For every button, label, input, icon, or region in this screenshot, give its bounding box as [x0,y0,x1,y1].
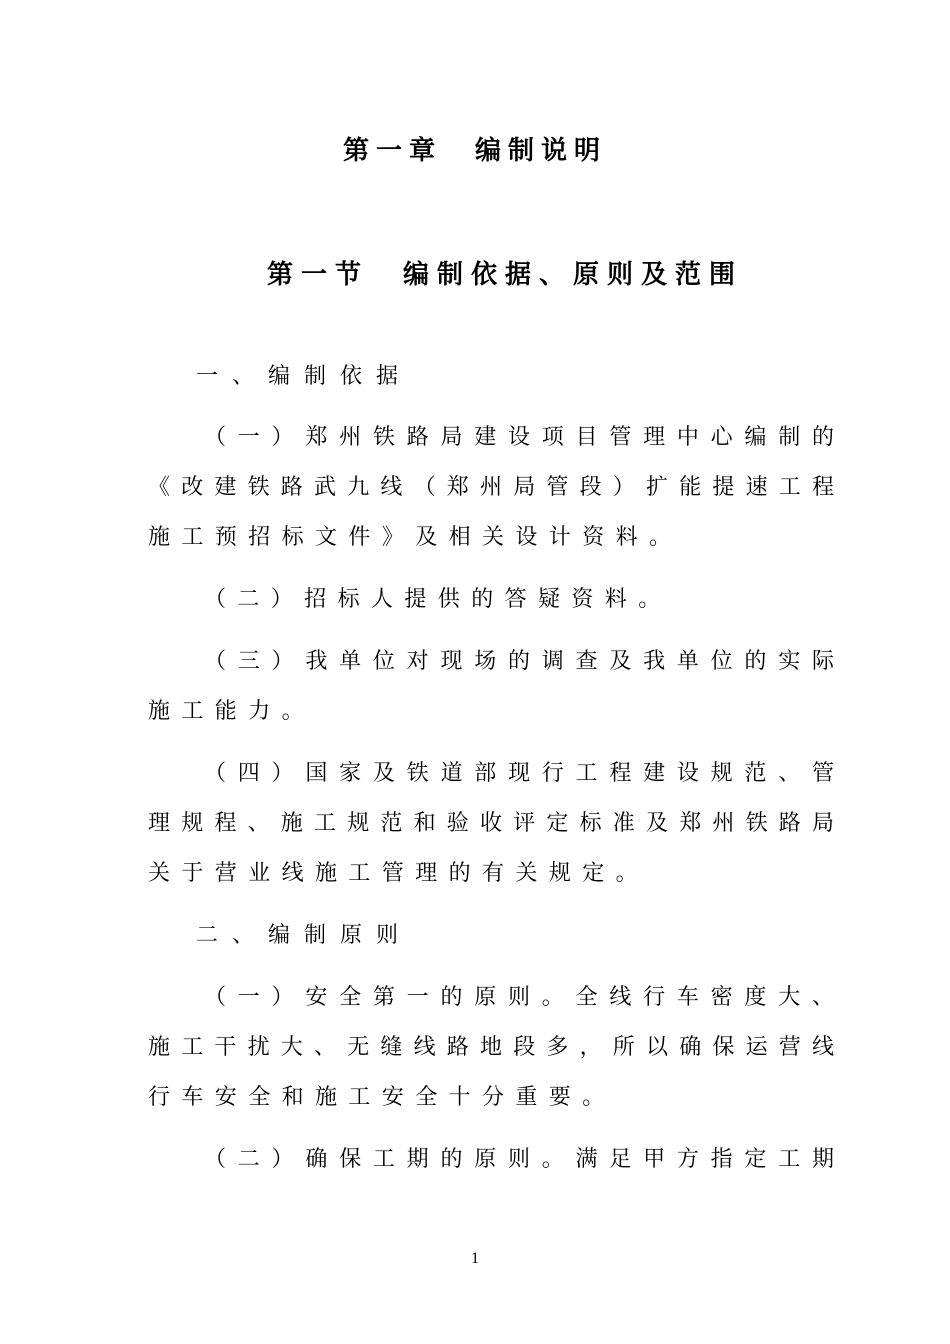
paragraph-line: （四）国家及铁道部现行工程建设规范、管 [204,761,834,786]
paragraph-line: 施工能力。 [148,699,316,724]
paragraph-line: 行车安全和施工安全十分重要。 [148,1085,616,1110]
section-heading-principles: 二、编制原则 [196,923,413,948]
paragraph-line: 关于营业线施工管理的有关规定。 [148,861,650,886]
section-heading-basis: 一、编制依据 [196,364,413,389]
paragraph-line: 理规程、施工规范和验收评定标准及郑州铁路局 [148,811,834,836]
section-title: 第一节 编制依据、原则及范围 [266,260,743,290]
paragraph-line: 施工干扰大、无缝线路地段多，所以确保运营线 [148,1035,834,1060]
paragraph-line: 施工预招标文件》及相关设计资料。 [148,525,683,550]
paragraph-line: （二）确保工期的原则。满足甲方指定工期 [204,1147,834,1172]
paragraph-line: （三）我单位对现场的调查及我单位的实际 [204,649,834,674]
paragraph-line: （二）招标人提供的答疑资料。 [204,587,672,612]
page-number: 1 [471,1250,479,1267]
paragraph-line: 《改建铁路武九线（郑州局管段）扩能提速工程 [148,475,834,500]
paragraph-line: （一）安全第一的原则。全线行车密度大、 [204,985,834,1010]
paragraph-line: （一）郑州铁路局建设项目管理中心编制的 [204,425,834,450]
chapter-title: 第一章 编制说明 [342,136,607,166]
